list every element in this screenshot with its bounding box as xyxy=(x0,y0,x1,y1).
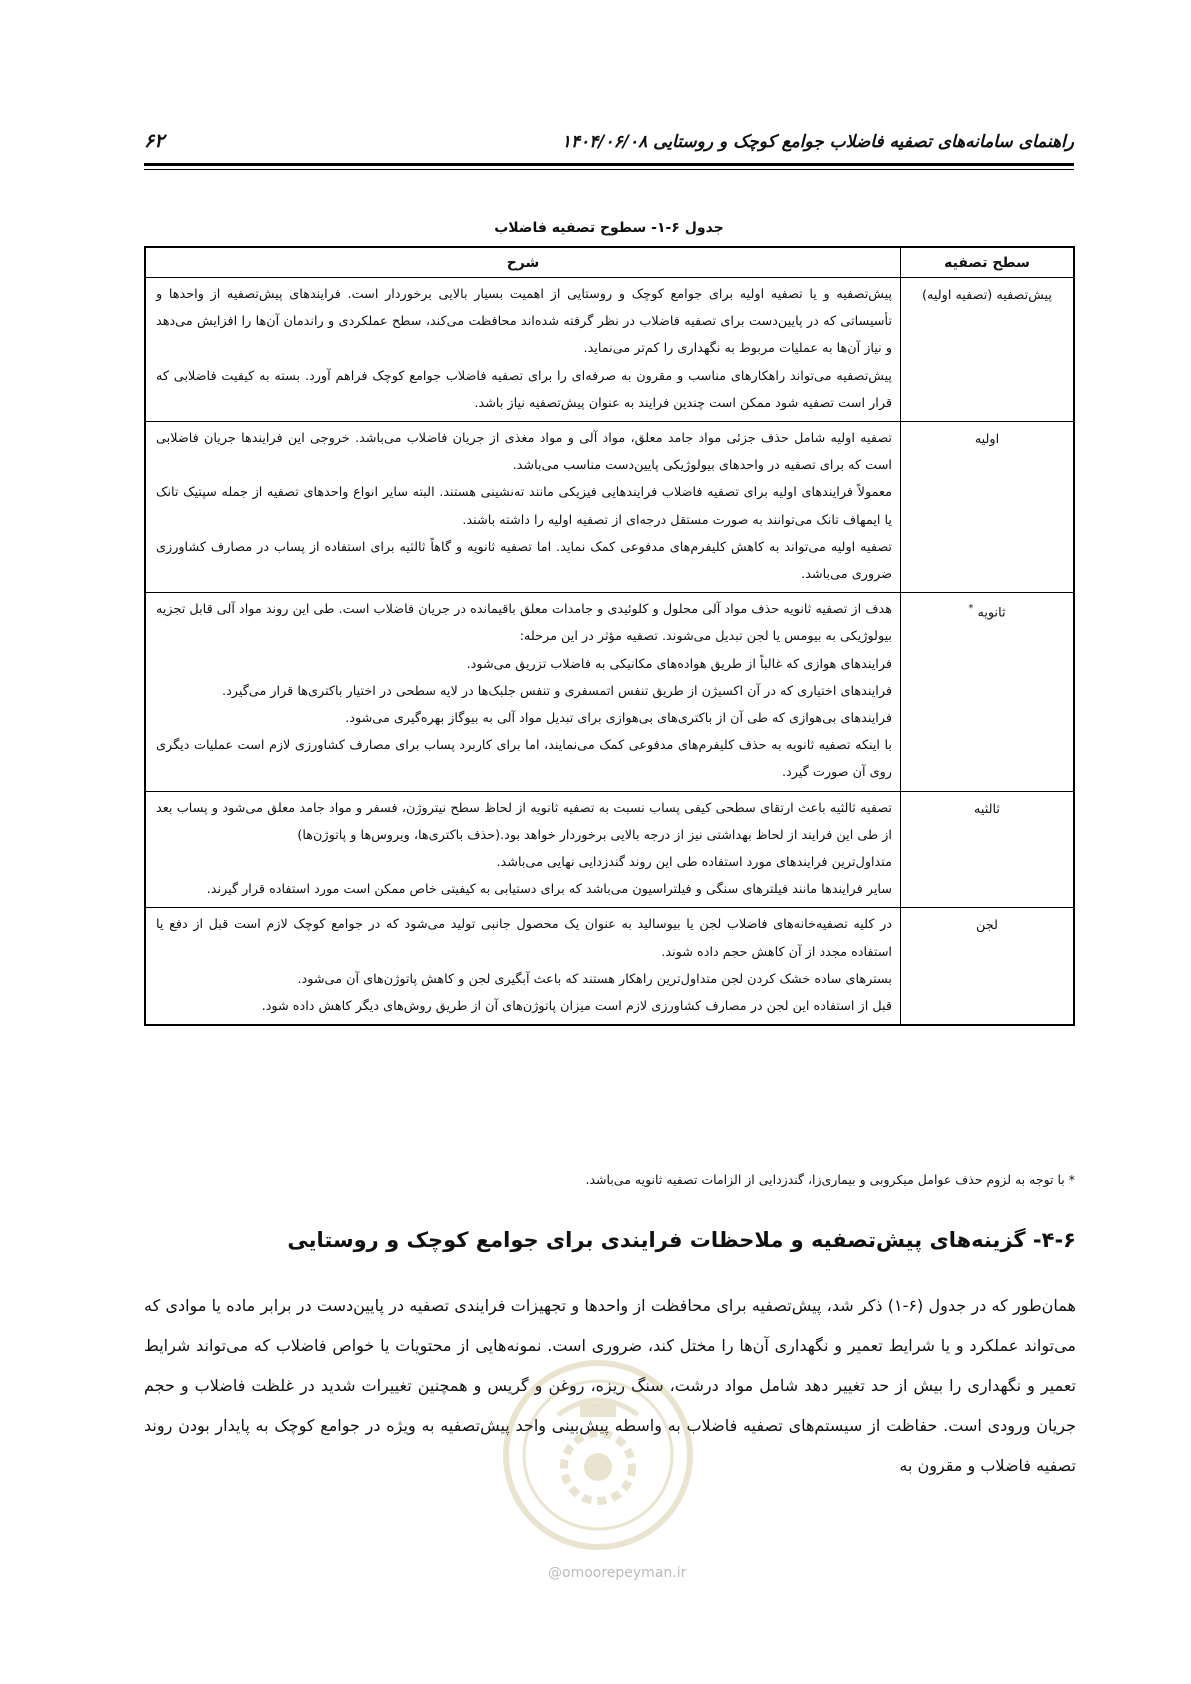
level-label: پیش‌تصفیه (تصفیه اولیه) xyxy=(922,288,1052,303)
page-number: ۶۲ xyxy=(144,130,165,152)
level-cell xyxy=(901,278,1075,422)
description-paragraph: پیش‌تصفیه می‌تواند راهکارهای مناسب و مقرون به صرفه‌ای را برای تصفیه فاضلاب جوامع کوچک فراهم آورد. بسته به کیفیت فاضلابی که قرار است تصفیه شود ممکن است چندین فرایند به عنوان پیش‌تصفیه نیاز باشد. xyxy=(156,368,892,411)
description-cell xyxy=(145,791,901,908)
level-label: ثانویه xyxy=(977,605,1006,621)
header-description: شرح xyxy=(145,247,901,278)
description-paragraph: فرایندهای هوازی که غالباً از طریق هواده‌های مکانیکی به فاضلاب تزریق می‌شود. xyxy=(466,656,892,672)
description-cell xyxy=(145,593,901,791)
table-footnote: * با توجه به لزوم حذف عوامل میکروبی و بیماری‌زا، گندزدایی از الزامات تصفیه ثانویه می‌باشد. xyxy=(585,1172,1075,1187)
table-header-row xyxy=(145,247,1074,278)
description-paragraph: معمولاً فرایندهای اولیه برای تصفیه فاضلاب فرایندهایی فیزیکی مانند ته‌نشینی هستند. البته سایر انواع واحدهای تصفیه از جمله سپتیک تانک یا ایمهاف تانک می‌توانند به صورت مستقل درجه‌ای از تصفیه اولیه را داشته باشند. xyxy=(156,485,892,528)
level-label: لجن xyxy=(976,918,998,934)
description-cell xyxy=(145,422,901,593)
level-cell xyxy=(901,908,1075,1025)
description-cell xyxy=(145,908,901,1025)
table-row xyxy=(145,593,1074,791)
section-paragraph: همان‌طور که در جدول (۶-۱) ذکر شد، پیش‌تصفیه برای محافظت از واحدها و تجهیزات فرایندی تصفیه در پایین‌دست در برابر ماده یا موادی که می‌تواند عملکرد و یا شرایط تعمیر و نگهداری آن‌ها را مختل کند، ضروری است. نمونه‌هایی از محتویات یا خواص فاضلاب که می‌تواند شرایط تعمیر و نگهداری را بیش از حد تغییر دهد شامل مواد درشت، سنگ ریزه، روغن و گریس و همچنین تغییرات شدید در غلظت فاضلاب و حجم جریان ورودی است. حفاظت از سیستم‌های تصفیه فاضلاب به واسطه پیش‌بینی واحد پیش‌تصفیه به ویژه در جوامع کوچک به پایدار بودن روند تصفیه فاضلاب و مقرون به xyxy=(144,1296,1076,1475)
description-paragraph: بسترهای ساده خشک کردن لجن متداول‌ترین راهکار هستند که باعث آبگیری لجن و کاهش پاتوژن‌های آن می‌شود. xyxy=(297,971,892,987)
publisher-seal-watermark xyxy=(498,1355,698,1555)
description-paragraph: در کلیه تصفیه‌خانه‌های فاضلاب لجن یا بیوسالید به عنوان یک محصول جانبی تولید می‌شود که در جوامع کوچک لازم است قبل از دفع یا استفاده مجدد از آن کاهش حجم داده شوند. xyxy=(156,917,892,960)
treatment-levels-table xyxy=(144,246,1075,1026)
page-header xyxy=(144,128,1074,168)
table-row xyxy=(145,908,1074,1025)
description-paragraph: تصفیه اولیه شامل حذف جزئی مواد جامد معلق، مواد آلی و مواد مغذی از جریان فاضلاب می‌باشد. خروجی این فرایندها جریان فاضلابی است که برای تصفیه در واحدهای بیولوژیکی پایین‌دست مناسب می‌باشد. xyxy=(156,431,892,474)
description-paragraph: تصفیه ثالثیه باعث ارتقای سطحی کیفی پساب نسبت به تصفیه ثانویه از لحاظ سطح نیتروژن، فسفر و مواد جامد معلق می‌شود و پساب بعد از طی این فرایند از لحاظ بهداشتی نیز از درجه بالایی برخوردار خواهد بود.(حذف باکتری‌ها، ویروس‌ها و پاتوژن‌ها) xyxy=(156,800,892,843)
description-paragraph: با اینکه تصفیه ثانویه به حذف کلیفرم‌های مدفوعی کمک می‌نمایند، اما برای کاربرد پساب برای مصارف کشاورزی لازم است عملیات دیگری روی آن صورت گیرد. xyxy=(156,738,892,781)
level-label: ثالثیه xyxy=(974,801,1000,817)
description-paragraph: فرایندهای اختیاری که در آن اکسیژن از طریق تنفس اتمسفری و تنفس جلبک‌ها در لایه سطحی در اختیار باکتری‌ها قرار می‌گیرد. xyxy=(222,683,892,699)
footnote-marker: * xyxy=(968,603,974,615)
description-paragraph: سایر فرایندها مانند فیلترهای سنگی و فیلتراسیون می‌باشد که برای دستیابی به کیفیتی خاص ممکن است مورد استفاده قرار گیرند. xyxy=(206,882,892,898)
section-heading: ۴-۶- گزینه‌های پیش‌تصفیه و ملاحظات فرایندی برای جوامع کوچک و روستایی xyxy=(287,1228,1076,1252)
header-level: سطح تصفیه xyxy=(901,247,1075,278)
running-title: راهنمای سامانه‌های تصفیه فاضلاب جوامع کوچک و روستایی ۱۴۰۴/۰۶/۰۸ xyxy=(561,132,1074,152)
table-row xyxy=(145,422,1074,593)
description-paragraph: تصفیه اولیه می‌تواند به کاهش کلیفرم‌های مدفوعی کمک نماید. اما تصفیه ثانویه و گاهاً ثالثیه برای استفاده از پساب در مصارف کشاورزی ضروری می‌باشد. xyxy=(156,539,892,583)
level-cell xyxy=(901,422,1075,593)
table-caption: جدول ۶-۱- سطوح تصفیه فاضلاب xyxy=(494,220,724,236)
level-cell xyxy=(901,791,1075,908)
description-paragraph: پیش‌تصفیه و یا تصفیه اولیه برای جوامع کوچک و روستایی از اهمیت بسیار بالایی برخوردار است. فرایندهای پیش‌تصفیه از واحدها و تأسیساتی که در پایین‌دست برای تصفیه فاضلاب در نظر گرفته شده‌اند محافظت می‌کند، سطح عملکردی و راندمان آن‌ها را افزایش می‌دهد و نیاز آن‌ها به عملیات مربوط به نگهداری را کم‌تر می‌نماید. xyxy=(156,287,892,357)
table-row xyxy=(145,278,1074,422)
table-body xyxy=(145,278,1074,1026)
description-paragraph: فرایندهای بی‌هوازی که طی آن از باکتری‌های بی‌هوازی برای تبدیل مواد آلی به بیوگاز بهره‌گیری می‌شود. xyxy=(345,711,892,727)
description-paragraph: هدف از تصفیه ثانویه حذف مواد آلی محلول و کلوئیدی و جامدات معلق باقیمانده در جریان فاضلاب است. طی این روند مواد آلی قابل تجزیه بیولوژیکی به بیومس یا لجن تبدیل می‌شوند. تصفیه مؤثر در این مرحله: xyxy=(156,602,892,645)
description-paragraph: قبل از استفاده این لجن در مصارف کشاورزی لازم است میزان پاتوژن‌های آن از طریق روش‌های دیگر کاهش داده شود. xyxy=(261,999,892,1015)
description-cell xyxy=(145,278,901,422)
header-rule-thin xyxy=(144,169,1074,170)
watermark-handle: @omoorepeyman.ir xyxy=(548,1565,687,1581)
header-rule-thick xyxy=(144,163,1074,166)
level-cell xyxy=(901,593,1075,791)
description-paragraph: متداول‌ترین فرایندهای مورد استفاده طی این روند گندزدایی نهایی می‌باشد. xyxy=(496,855,892,871)
level-label: اولیه xyxy=(974,432,1000,448)
table-row xyxy=(145,791,1074,908)
